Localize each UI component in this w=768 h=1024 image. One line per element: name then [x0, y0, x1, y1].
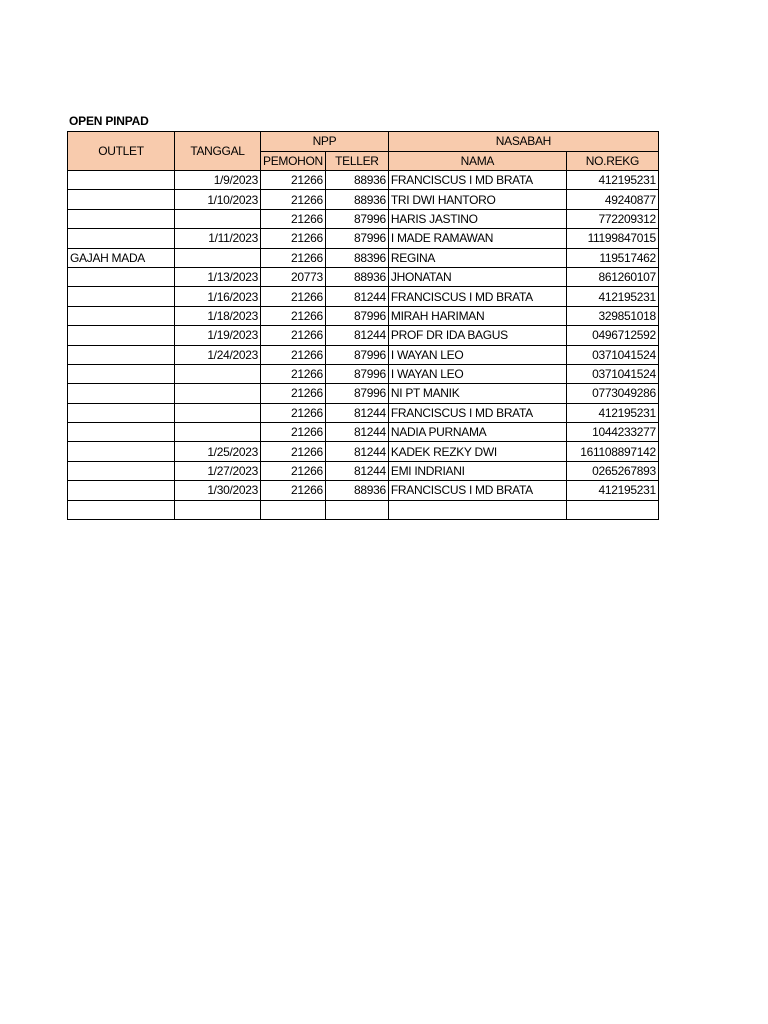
cell-tanggal: 1/19/2023: [175, 326, 261, 345]
cell-teller: 88936: [325, 171, 388, 190]
cell-outlet: GAJAH MADA: [68, 248, 175, 267]
cell-nama: [388, 500, 566, 519]
table-row: [68, 287, 659, 306]
cell-tanggal: [175, 500, 261, 519]
cell-pemohon: 21266: [261, 287, 326, 306]
table-row: [68, 442, 659, 461]
cell-pemohon: 21266: [261, 190, 326, 209]
cell-teller: 81244: [325, 403, 388, 422]
cell-nama: I WAYAN LEO: [388, 345, 566, 364]
cell-outlet: [68, 190, 175, 209]
cell-teller: 88936: [325, 190, 388, 209]
cell-pemohon: 21266: [261, 481, 326, 500]
table-row: [68, 481, 659, 500]
cell-tanggal: [175, 248, 261, 267]
cell-nama: REGINA: [388, 248, 566, 267]
cell-pemohon: 21266: [261, 209, 326, 228]
table-row: [68, 306, 659, 325]
table-row: [68, 171, 659, 190]
cell-tanggal: 1/24/2023: [175, 345, 261, 364]
header-outlet: OUTLET: [68, 132, 175, 171]
cell-norek: 412195231: [566, 403, 658, 422]
cell-teller: 88936: [325, 267, 388, 286]
cell-norek: 119517462: [566, 248, 658, 267]
cell-teller: 81244: [325, 326, 388, 345]
cell-norek: [566, 500, 658, 519]
cell-tanggal: 1/13/2023: [175, 267, 261, 286]
cell-teller: [325, 500, 388, 519]
cell-tanggal: [175, 364, 261, 383]
header-nasabah: NASABAH: [388, 132, 658, 152]
cell-teller: 88936: [325, 481, 388, 500]
header-nama: NAMA: [388, 151, 566, 171]
cell-teller: 87996: [325, 306, 388, 325]
cell-pemohon: 21266: [261, 326, 326, 345]
table-row: [68, 423, 659, 442]
cell-teller: 87996: [325, 345, 388, 364]
cell-norek: 0773049286: [566, 384, 658, 403]
cell-outlet: [68, 267, 175, 286]
cell-norek: 0265267893: [566, 461, 658, 480]
header-norek: NO.REKG: [566, 151, 658, 171]
cell-outlet: [68, 209, 175, 228]
cell-pemohon: 21266: [261, 364, 326, 383]
cell-norek: 412195231: [566, 287, 658, 306]
cell-norek: 0496712592: [566, 326, 658, 345]
cell-pemohon: 21266: [261, 423, 326, 442]
cell-outlet: [68, 442, 175, 461]
cell-teller: 81244: [325, 287, 388, 306]
table-row: [68, 384, 659, 403]
table-row: [68, 345, 659, 364]
cell-nama: FRANCISCUS I MD BRATA: [388, 287, 566, 306]
cell-tanggal: [175, 384, 261, 403]
cell-tanggal: 1/16/2023: [175, 287, 261, 306]
cell-teller: 87996: [325, 229, 388, 248]
cell-norek: 11199847015: [566, 229, 658, 248]
cell-pemohon: 20773: [261, 267, 326, 286]
cell-tanggal: [175, 423, 261, 442]
table-body: [68, 171, 659, 520]
pinpad-table: [67, 131, 659, 520]
cell-pemohon: 21266: [261, 229, 326, 248]
cell-outlet: [68, 481, 175, 500]
cell-outlet: [68, 364, 175, 383]
header-pemohon: PEMOHON: [261, 151, 326, 171]
cell-norek: 329851018: [566, 306, 658, 325]
cell-norek: 772209312: [566, 209, 658, 228]
cell-tanggal: 1/25/2023: [175, 442, 261, 461]
cell-tanggal: 1/9/2023: [175, 171, 261, 190]
header-teller: TELLER: [325, 151, 388, 171]
cell-outlet: [68, 461, 175, 480]
cell-pemohon: 21266: [261, 345, 326, 364]
cell-nama: FRANCISCUS I MD BRATA: [388, 403, 566, 422]
cell-nama: I MADE RAMAWAN: [388, 229, 566, 248]
table-row: [68, 248, 659, 267]
cell-tanggal: 1/27/2023: [175, 461, 261, 480]
header-npp: NPP: [261, 132, 389, 152]
cell-norek: 412195231: [566, 171, 658, 190]
cell-outlet: [68, 500, 175, 519]
table-row: [68, 209, 659, 228]
cell-nama: EMI INDRIANI: [388, 461, 566, 480]
cell-nama: FRANCISCUS I MD BRATA: [388, 481, 566, 500]
cell-nama: NI PT MANIK: [388, 384, 566, 403]
cell-teller: 87996: [325, 384, 388, 403]
table-row: [68, 190, 659, 209]
cell-tanggal: 1/10/2023: [175, 190, 261, 209]
cell-outlet: [68, 306, 175, 325]
table-row: [68, 267, 659, 286]
cell-pemohon: 21266: [261, 306, 326, 325]
cell-tanggal: 1/30/2023: [175, 481, 261, 500]
cell-outlet: [68, 326, 175, 345]
table-row: [68, 364, 659, 383]
cell-pemohon: 21266: [261, 461, 326, 480]
cell-tanggal: [175, 209, 261, 228]
cell-norek: 161108897142: [566, 442, 658, 461]
cell-outlet: [68, 229, 175, 248]
cell-pemohon: 21266: [261, 384, 326, 403]
cell-pemohon: 21266: [261, 403, 326, 422]
cell-teller: 81244: [325, 442, 388, 461]
cell-norek: 0371041524: [566, 345, 658, 364]
cell-nama: PROF DR IDA BAGUS: [388, 326, 566, 345]
cell-pemohon: 21266: [261, 442, 326, 461]
cell-pemohon: 21266: [261, 171, 326, 190]
cell-nama: MIRAH HARIMAN: [388, 306, 566, 325]
cell-tanggal: [175, 403, 261, 422]
cell-teller: 81244: [325, 461, 388, 480]
table-row: [68, 461, 659, 480]
cell-nama: TRI DWI HANTORO: [388, 190, 566, 209]
cell-outlet: [68, 171, 175, 190]
cell-tanggal: 1/18/2023: [175, 306, 261, 325]
cell-norek: 0371041524: [566, 364, 658, 383]
cell-norek: 412195231: [566, 481, 658, 500]
cell-nama: HARIS JASTINO: [388, 209, 566, 228]
cell-nama: JHONATAN: [388, 267, 566, 286]
cell-nama: FRANCISCUS I MD BRATA: [388, 171, 566, 190]
table-row: [68, 326, 659, 345]
cell-pemohon: 21266: [261, 248, 326, 267]
header-tanggal: TANGGAL: [175, 132, 261, 171]
cell-tanggal: 1/11/2023: [175, 229, 261, 248]
cell-pemohon: [261, 500, 326, 519]
cell-norek: 861260107: [566, 267, 658, 286]
table-header: [68, 132, 659, 171]
cell-outlet: [68, 423, 175, 442]
cell-norek: 49240877: [566, 190, 658, 209]
sheet-title: OPEN PINPAD: [69, 114, 149, 128]
cell-outlet: [68, 384, 175, 403]
cell-outlet: [68, 287, 175, 306]
cell-teller: 88396: [325, 248, 388, 267]
table-row: [68, 403, 659, 422]
cell-outlet: [68, 403, 175, 422]
cell-norek: 1044233277: [566, 423, 658, 442]
table-row: [68, 500, 659, 519]
table-row: [68, 229, 659, 248]
cell-nama: KADEK REZKY DWI: [388, 442, 566, 461]
cell-teller: 81244: [325, 423, 388, 442]
cell-teller: 87996: [325, 209, 388, 228]
cell-nama: I WAYAN LEO: [388, 364, 566, 383]
cell-outlet: [68, 345, 175, 364]
cell-nama: NADIA PURNAMA: [388, 423, 566, 442]
cell-teller: 87996: [325, 364, 388, 383]
